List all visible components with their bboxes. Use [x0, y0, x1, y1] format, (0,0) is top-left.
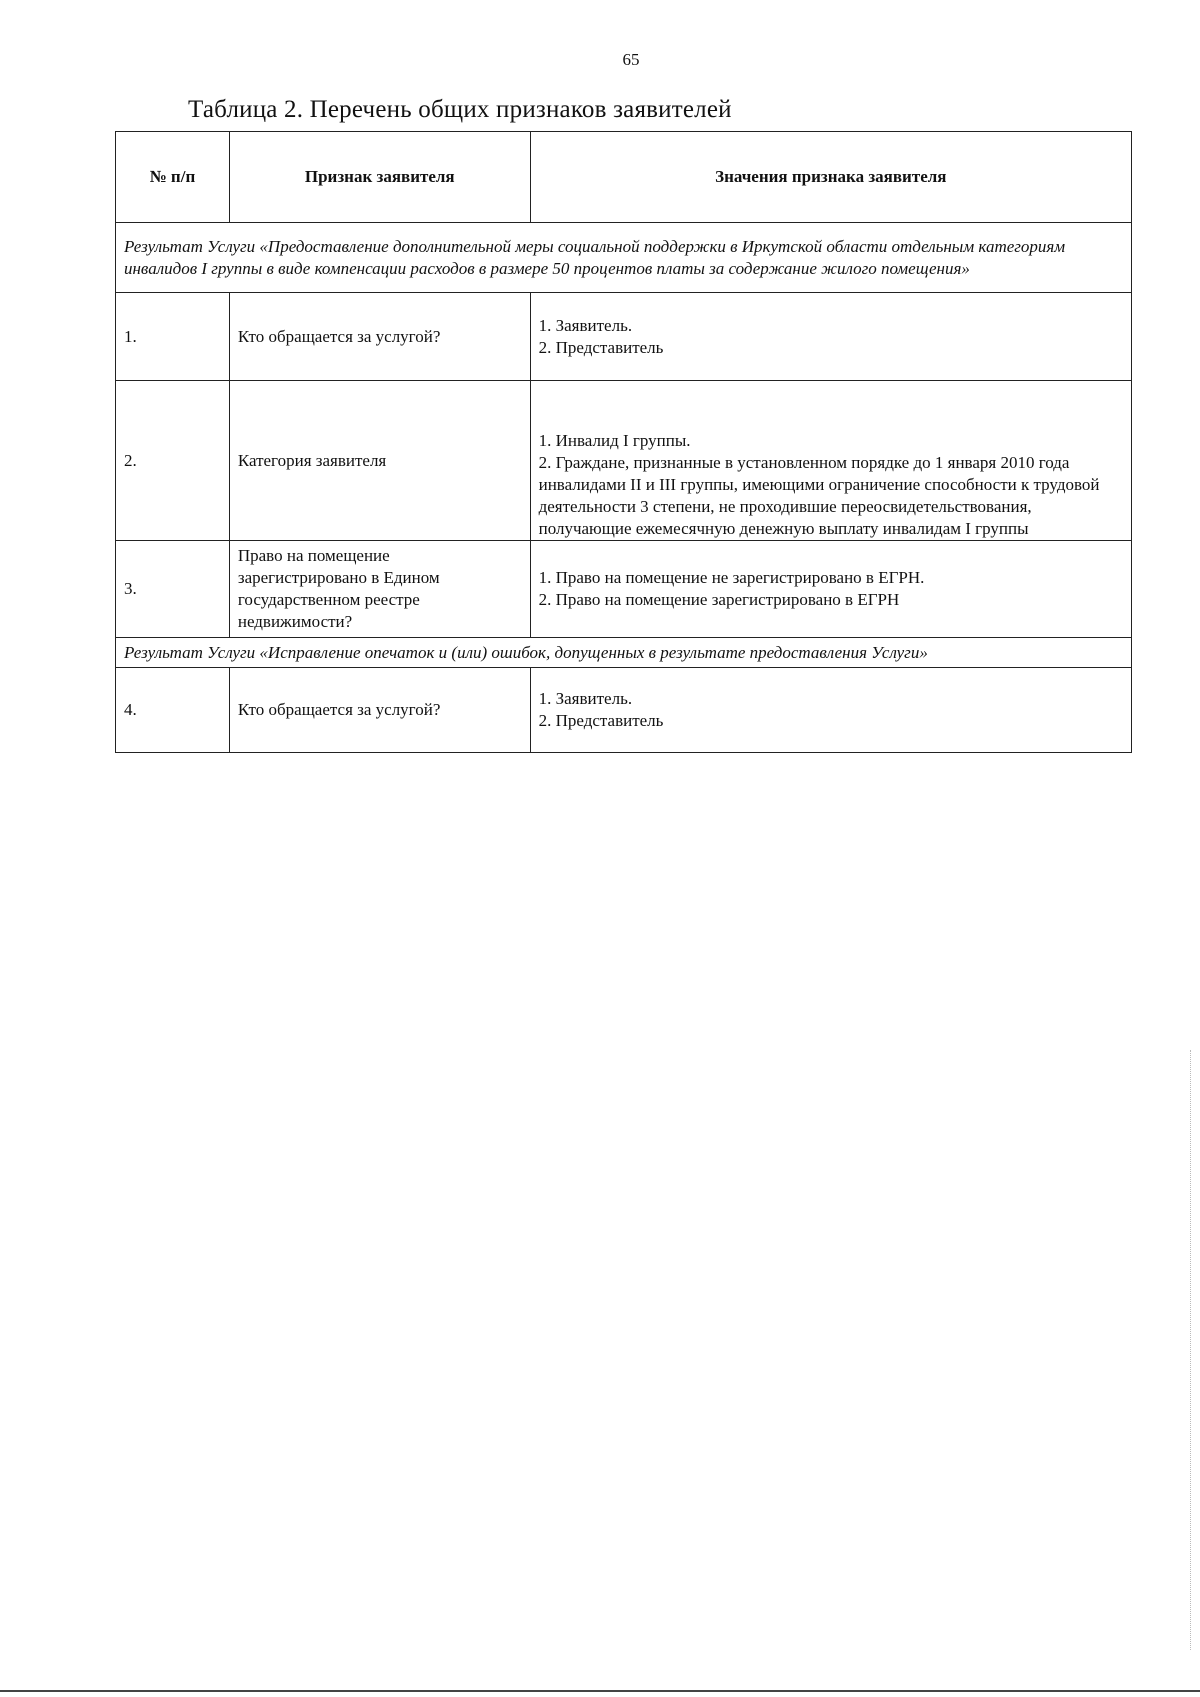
section-heading-row: [116, 223, 1132, 293]
row-attribute: Право на помещение зарегистрировано в Едином государственном реестре недвижимости?: [229, 541, 530, 638]
value-item: 2. Право на помещение зарегистрировано в ЕГРН: [538, 590, 900, 609]
value-item: 2. Представитель: [538, 337, 664, 357]
table-row: [116, 541, 1132, 638]
header-values: Значения признака заявителя: [530, 132, 1131, 223]
row-values: [530, 668, 1131, 753]
value-item: 1. Заявитель.: [538, 689, 633, 708]
value-item: 1. Инвалид I группы.: [538, 431, 691, 450]
row-attribute: Категория заявителя: [229, 381, 530, 541]
row-attribute: Кто обращается за услугой?: [229, 293, 530, 381]
row-values: [530, 293, 1131, 381]
row-number: 3.: [116, 541, 230, 638]
section-heading: Результат Услуги «Исправление опечаток и (или) ошибок, допущенных в результате предоставления Услуги»: [116, 638, 1132, 668]
table-row: [116, 293, 1132, 381]
row-values: [530, 381, 1131, 541]
row-values: [530, 541, 1131, 638]
row-attribute: Кто обращается за услугой?: [229, 668, 530, 753]
table-row: [116, 668, 1132, 753]
section-heading: Результат Услуги «Предоставление дополнительной меры социальной поддержки в Иркутской области отдельным категориям инвалидов I группы в виде компенсации расходов в размере 50 процентов платы за содержание жилого помещения»: [116, 223, 1132, 293]
table-header-row: [116, 132, 1132, 223]
value-item: 1. Заявитель.: [538, 315, 633, 335]
bottom-rule: [0, 1690, 1200, 1692]
page-number: 65: [622, 50, 640, 69]
table-title: Таблица 2. Перечень общих признаков заявителей: [188, 96, 732, 123]
value-item: 2. Граждане, признанные в установленном порядке до 1 января 2010 года инвалидами II и III группы, имеющими ограничение способности к трудовой деятельности 3 степени, не проходившие переосвидетельствования, получающие ежемесячную денежную выплату инвалидам I группы: [538, 453, 1100, 538]
header-attribute: Признак заявителя: [229, 132, 530, 223]
table-row: [116, 381, 1132, 541]
row-number: 2.: [116, 381, 230, 541]
applicant-attributes-table: [115, 131, 1132, 753]
row-number: 4.: [116, 668, 230, 753]
value-item: 2. Представитель: [538, 711, 664, 730]
section-heading-row: [116, 638, 1132, 668]
header-number: № п/п: [116, 132, 230, 223]
row-number: 1.: [116, 293, 230, 381]
value-item: 1. Право на помещение не зарегистрировано в ЕГРН.: [538, 568, 925, 587]
scan-edge-mark: [1190, 1050, 1192, 1650]
